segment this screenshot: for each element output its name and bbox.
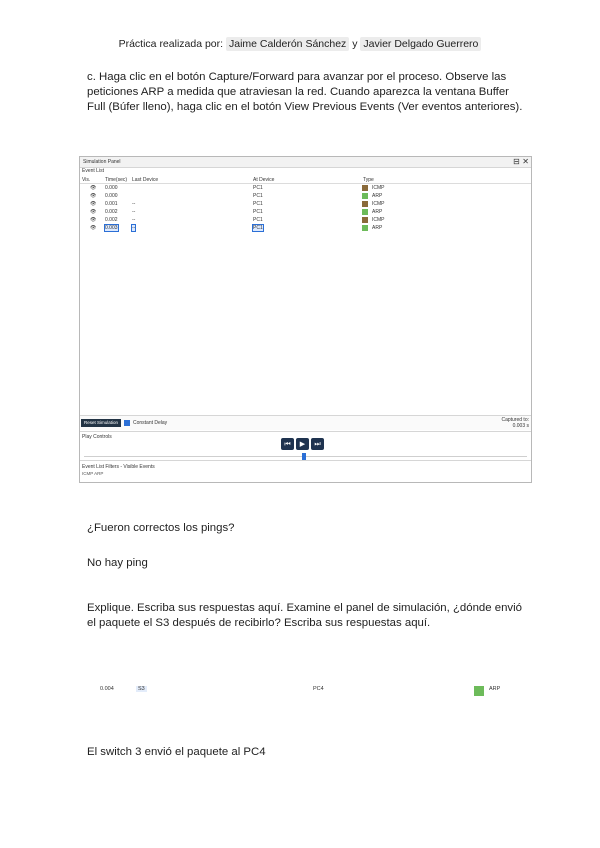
table-row[interactable] — [80, 200, 531, 208]
page-header — [0, 38, 600, 50]
captured-label: Captured to: — [501, 417, 529, 423]
captured-value: 0.003 s — [512, 423, 529, 429]
col-vis[interactable]: Vis. — [82, 177, 91, 183]
zoomed-event-row — [0, 684, 600, 696]
table-row[interactable] — [80, 192, 531, 200]
row-at-device: PC1 — [253, 185, 263, 191]
row-last-device: -- — [132, 209, 136, 215]
row-type: ARP — [372, 209, 383, 215]
col-time[interactable]: Time(sec) — [105, 177, 128, 183]
zoom-last-device: S3 — [138, 686, 145, 692]
row-last-device: -- — [132, 217, 136, 223]
filters-label: Event List Filters - Visible Events — [82, 464, 155, 470]
row-at-device: PC1 — [253, 201, 263, 207]
sim-title: Simulation Panel — [83, 159, 121, 165]
forward-icon[interactable]: ⏭ — [311, 438, 324, 450]
author-2: Javier Delgado Guerrero — [360, 37, 481, 51]
col-type[interactable]: Type — [363, 177, 374, 183]
row-at-device: PC1 — [253, 217, 263, 223]
answer-1: No hay ping — [87, 557, 148, 569]
play-icon[interactable]: ▶ — [296, 438, 309, 450]
eye-icon[interactable]: 👁 — [90, 193, 97, 199]
zoom-type: ARP — [489, 686, 501, 692]
sim-titlebar — [80, 157, 531, 168]
row-last-device: -- — [132, 225, 136, 231]
header-prefix: Práctica realizada por: — [118, 38, 224, 50]
question-1: ¿Fueron correctos los pings? — [87, 522, 235, 534]
event-list-label: Event List — [82, 168, 104, 174]
play-controls-label: Play Controls — [82, 434, 112, 440]
back-icon[interactable]: ⏮ — [281, 438, 294, 450]
row-time: 0.002 — [105, 217, 118, 223]
play-buttons — [281, 438, 326, 450]
filters-value: ICMP ARP — [82, 471, 104, 476]
row-time: 0.000 — [105, 185, 118, 191]
table-row[interactable] — [80, 216, 531, 224]
eye-icon[interactable]: 👁 — [90, 225, 97, 231]
event-table-header — [80, 176, 531, 184]
type-color-swatch — [362, 209, 368, 215]
type-color-swatch — [362, 225, 368, 231]
zoom-at-device: PC4 — [313, 686, 324, 692]
instruction-paragraph: c. Haga clic en el botón Capture/Forward para avanzar por el proceso. Observe las peticiones ARP a medida que atraviesan la red. Cuando aparezca la ventana Buffer Full (Búfer lleno), haga clic en el botón View Previous Events (Ver eventos anteriores). — [87, 71, 523, 113]
simulation-panel — [79, 156, 532, 483]
author-1: Jaime Calderón Sánchez — [226, 37, 349, 51]
type-color-swatch — [362, 217, 368, 223]
row-last-device: -- — [132, 201, 136, 207]
answer-2: El switch 3 envió el paquete al PC4 — [87, 746, 266, 758]
row-at-device: PC1 — [253, 225, 263, 231]
event-rows — [80, 184, 531, 232]
eye-icon[interactable]: 👁 — [90, 185, 97, 191]
sim-bottom-bar — [80, 415, 531, 430]
eye-icon[interactable]: 👁 — [90, 201, 97, 207]
reset-simulation-button[interactable]: Reset Simulation — [81, 419, 121, 427]
event-filters — [80, 460, 531, 482]
row-time: 0.003 — [105, 225, 118, 231]
eye-icon[interactable]: 👁 — [90, 217, 97, 223]
table-row[interactable] — [80, 224, 531, 232]
table-row[interactable] — [80, 208, 531, 216]
row-at-device: PC1 — [253, 209, 263, 215]
row-type: ICMP — [372, 217, 385, 223]
constant-delay-checkbox[interactable] — [124, 420, 130, 426]
type-color-swatch — [362, 193, 368, 199]
row-time: 0.000 — [105, 193, 118, 199]
playback-slider-handle[interactable] — [302, 453, 306, 460]
type-color-swatch — [362, 201, 368, 207]
col-at-device[interactable]: At Device — [253, 177, 275, 183]
eye-icon[interactable]: 👁 — [90, 209, 97, 215]
constant-delay-label: Constant Delay — [133, 420, 168, 426]
header-conjunction: y — [352, 38, 358, 50]
captured-readout — [501, 417, 529, 429]
row-time: 0.001 — [105, 201, 118, 207]
table-row[interactable] — [80, 184, 531, 192]
row-at-device: PC1 — [253, 193, 263, 199]
arp-color-swatch — [474, 686, 484, 696]
row-type: ICMP — [372, 185, 385, 191]
row-type: ICMP — [372, 201, 385, 207]
window-controls-icon[interactable]: ⊟ ✕ — [513, 157, 529, 166]
row-time: 0.002 — [105, 209, 118, 215]
type-color-swatch — [362, 185, 368, 191]
zoom-time: 0.004 — [100, 686, 114, 692]
row-type: ARP — [372, 225, 383, 231]
play-controls — [80, 431, 531, 460]
col-last-device[interactable]: Last Device — [132, 177, 159, 183]
question-2: Explique. Escriba sus respuestas aquí. Examine el panel de simulación, ¿dónde envió el paquete el S3 después de recibirlo? Escriba sus respuestas aquí. — [87, 602, 522, 629]
row-type: ARP — [372, 193, 383, 199]
